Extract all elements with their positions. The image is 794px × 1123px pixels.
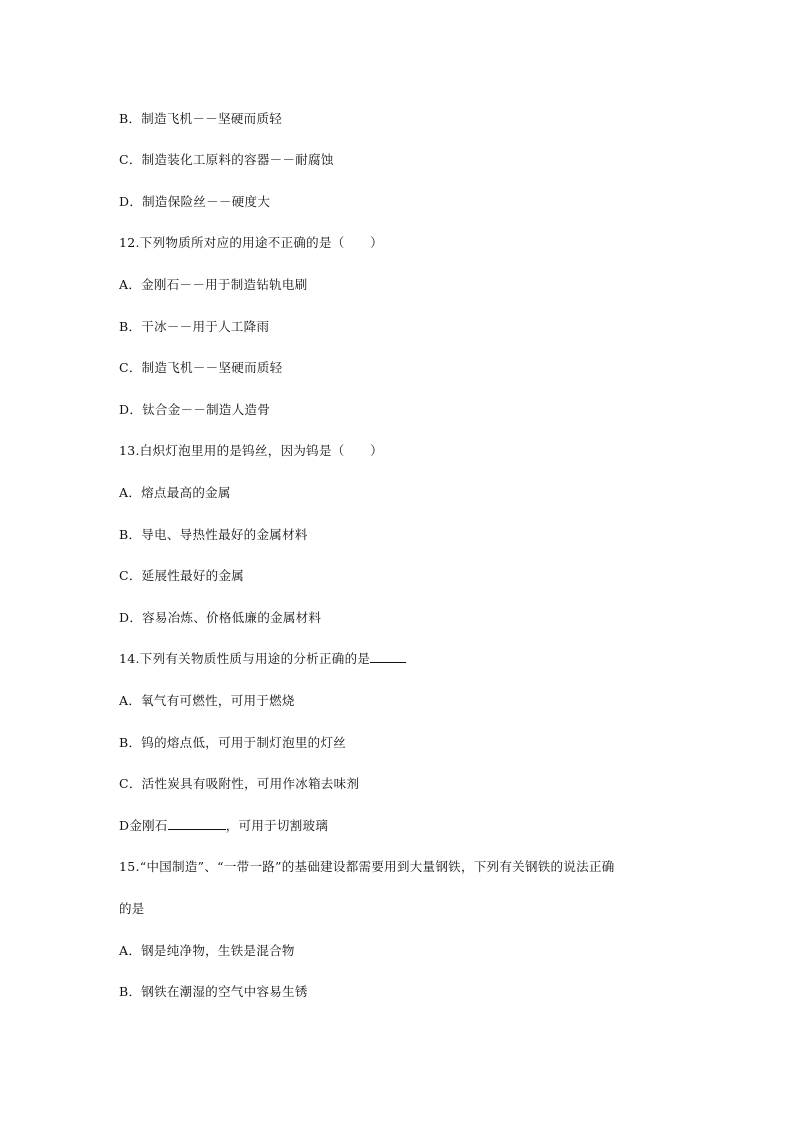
q12-stem: 12.下列物质所对应的用途不正确的是（ ） bbox=[119, 235, 383, 250]
answer-blank bbox=[168, 818, 226, 830]
q13-option-d: D．容易冶炼、价格低廉的金属材料 bbox=[119, 610, 322, 625]
q15-option-b: B．钢铁在潮湿的空气中容易生锈 bbox=[119, 984, 308, 999]
q14-option-b: B．钨的熔点低，可用于制灯泡里的灯丝 bbox=[119, 735, 347, 750]
q11-option-c: C．制造装化工原料的容器－－耐腐蚀 bbox=[119, 152, 334, 167]
q12-option-a: A．金刚石－－用于制造钻轨电刷 bbox=[119, 277, 308, 292]
q12-option-b: B．干冰－－用于人工降雨 bbox=[119, 319, 270, 334]
q15-stem-continued: 的是 bbox=[119, 901, 145, 916]
q13-option-c: C．延展性最好的金属 bbox=[119, 568, 245, 583]
q13-stem: 13.白炽灯泡里用的是钨丝，因为钨是（ ） bbox=[119, 443, 383, 458]
q15-option-a: A．钢是纯净物，生铁是混合物 bbox=[119, 943, 295, 958]
q12-option-c: C．制造飞机－－坚硬而质轻 bbox=[119, 360, 283, 375]
q14-stem bbox=[119, 651, 406, 667]
q14-option-a: A．氧气有可燃性，可用于燃烧 bbox=[119, 693, 295, 708]
q12-option-d: D．钛合金－－制造人造骨 bbox=[119, 402, 271, 417]
q13-option-a: A．熔点最高的金属 bbox=[119, 485, 231, 500]
answer-blank bbox=[370, 651, 406, 663]
q11-option-d: D．制造保险丝－－硬度大 bbox=[119, 194, 271, 209]
q15-stem: 15.“中国制造”、“一带一路”的基础建设都需要用到大量钢铁，下列有关钢铁的说法正确 bbox=[119, 859, 615, 874]
q14-option-d-prefix: D金刚石 bbox=[119, 818, 168, 833]
q13-option-b: B．导电、导热性最好的金属材料 bbox=[119, 527, 308, 542]
q14-option-c: C．活性炭具有吸附性，可用作冰箱去味剂 bbox=[119, 776, 360, 791]
q14-option-d-suffix: ，可用于切割玻璃 bbox=[225, 818, 329, 833]
q14-option-d bbox=[119, 818, 328, 834]
q11-option-b: B．制造飞机－－坚硬而质轻 bbox=[119, 111, 283, 126]
q14-stem-text: 14.下列有关物质性质与用途的分析正确的是 bbox=[119, 651, 371, 666]
